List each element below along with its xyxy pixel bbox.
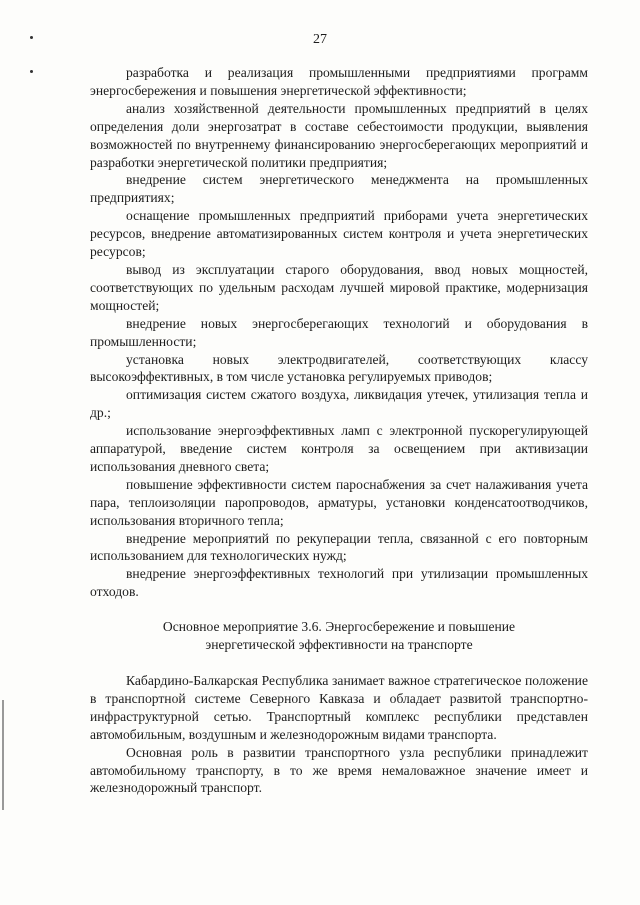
scan-speck bbox=[30, 36, 33, 39]
section-heading-line: Основное мероприятие 3.6. Энергосбережение и повышение bbox=[162, 619, 516, 635]
list-item: внедрение энергоэффективных технологий при утилизации промышленных отходов. bbox=[90, 566, 588, 600]
scan-speck bbox=[2, 700, 4, 810]
document-body bbox=[90, 64, 588, 797]
list-item: использование энергоэффективных ламп с электронной пускорегулирующей аппаратурой, введение систем контроля за освещением при активизации использования дневного света; bbox=[90, 423, 588, 474]
section-heading-line: энергетической эффективности на транспорте bbox=[205, 637, 473, 653]
list-item: разработка и реализация промышленными предприятиями программ энергосбережения и повышения энергетической эффективности; bbox=[90, 65, 588, 98]
list-item: внедрение систем энергетического менеджмента на промышленных предприятиях; bbox=[90, 172, 588, 206]
list-item: вывод из эксплуатации старого оборудования, ввод новых мощностей, соответствующих по удельным расходам лучшей мировой практике, модернизация мощностей; bbox=[90, 261, 588, 313]
list-item: повышение эффективности систем пароснабжения за счет налаживания учета пара, теплоизоляции паропроводов, арматуры, установки конденсатоотводчиков, использования вторичного тепла; bbox=[90, 476, 588, 528]
paragraph: Кабардино-Балкарская Республика занимает важное стратегическое положение в транспортной системе Северного Кавказа и обладает развитой транспортно-инфраструктурной сетью. Транспортный комплекс республики представлен автомобильным, воздушным и железнодорожным видами транспорта. bbox=[90, 673, 588, 742]
page-number: 27 bbox=[313, 32, 327, 47]
section-heading bbox=[90, 618, 588, 654]
list-item: внедрение новых энергосберегающих технологий и оборудования в промышленности; bbox=[90, 315, 588, 349]
list-item: внедрение мероприятий по рекуперации тепла, связанной с его повторным использованием для технологических нужд; bbox=[90, 530, 588, 564]
paragraph: Основная роль в развитии транспортного узла республики принадлежит автомобильному транспорту, в то же время немаловажное значение имеет и железнодорожный транспорт. bbox=[90, 744, 588, 796]
list-item: установка новых электродвигателей, соответствующих классу высокоэффективных, в том числе установка регулируемых приводов; bbox=[90, 351, 588, 385]
list-item: оснащение промышленных предприятий приборами учета энергетических ресурсов, внедрение автоматизированных систем контроля и учета энергетических ресурсов; bbox=[90, 208, 588, 260]
list-item: анализ хозяйственной деятельности промышленных предприятий в целях определения доли энергозатрат в составе себестоимости продукции, выявления возможностей по внутреннему финансированию энергосберегающих мероприятий и разработки энергетической политики предприятия; bbox=[90, 100, 588, 170]
scan-speck bbox=[30, 70, 33, 73]
list-item: оптимизация систем сжатого воздуха, ликвидация утечек, утилизация тепла и др.; bbox=[90, 387, 588, 421]
